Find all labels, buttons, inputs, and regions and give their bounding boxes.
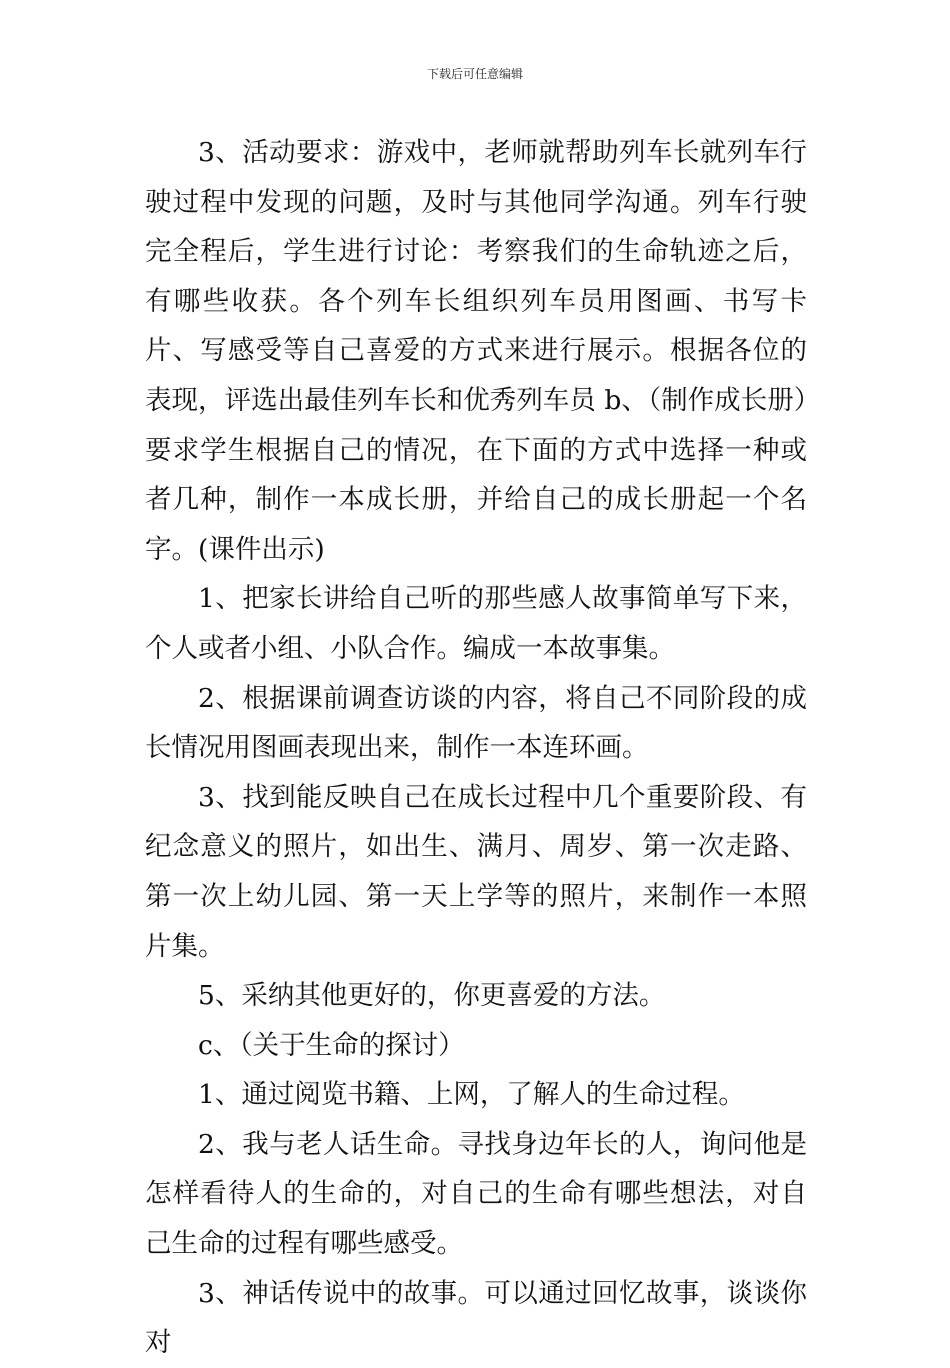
page-header: 下载后可任意编辑 [426,67,523,81]
paragraph-photo-album: 3、找到能反映自己在成长过程中几个重要阶段、有纪念意义的照片，如出生、满月、周岁、第一次走路、第一次上幼儿园、第一天上学等的照片，来制作一本照片集。 [145,781,807,962]
paragraph-reading-books: 1、通过阅览书籍、上网，了解人的生命过程。 [198,1079,745,1111]
paragraph-story-collection: 1、把家长讲给自己听的那些感人故事简单写下来，个人或者小组、小队合作。编成一本故事集。 [145,583,807,664]
paragraph-activity-requirements: 3、活动要求：游戏中，老师就帮助列车长就列车行驶过程中发现的问题，及时与其他同学沟通。列车行驶完全程后，学生进行讨论：考察我们的生命轨迹之后，有哪些收获。各个列车长组织列车员用图画、书写卡片、写感受等自己喜爱的方式来进行展示。根据各位的表现，评选出最佳列车长和优秀列车员 b、（制作成长册）要求学生根据自己的情况，在下面的方式中选择一种或者几种，制作一本成长册，并给自己的成长册起一个名字。(课件出示) [145,137,807,565]
paragraph-comic-book: 2、根据课前调查访谈的内容，将自己不同阶段的成长情况用图画表现出来，制作一本连环画。 [145,682,807,764]
document-body [145,128,807,1368]
paragraph-life-discussion-heading: c、（关于生命的探讨） [198,1029,465,1061]
paragraph-talk-with-elders: 2、我与老人话生命。寻找身边年长的人，询问他是怎样看待人的生命的，对自己的生命有哪些想法，对自己生命的过程有哪些感受。 [145,1128,807,1260]
paragraph-myth-stories: 3、神话传说中的故事。可以通过回忆故事，谈谈你对 [145,1277,807,1359]
paragraph-other-methods: 5、采纳其他更好的，你更喜爱的方法。 [198,980,666,1012]
